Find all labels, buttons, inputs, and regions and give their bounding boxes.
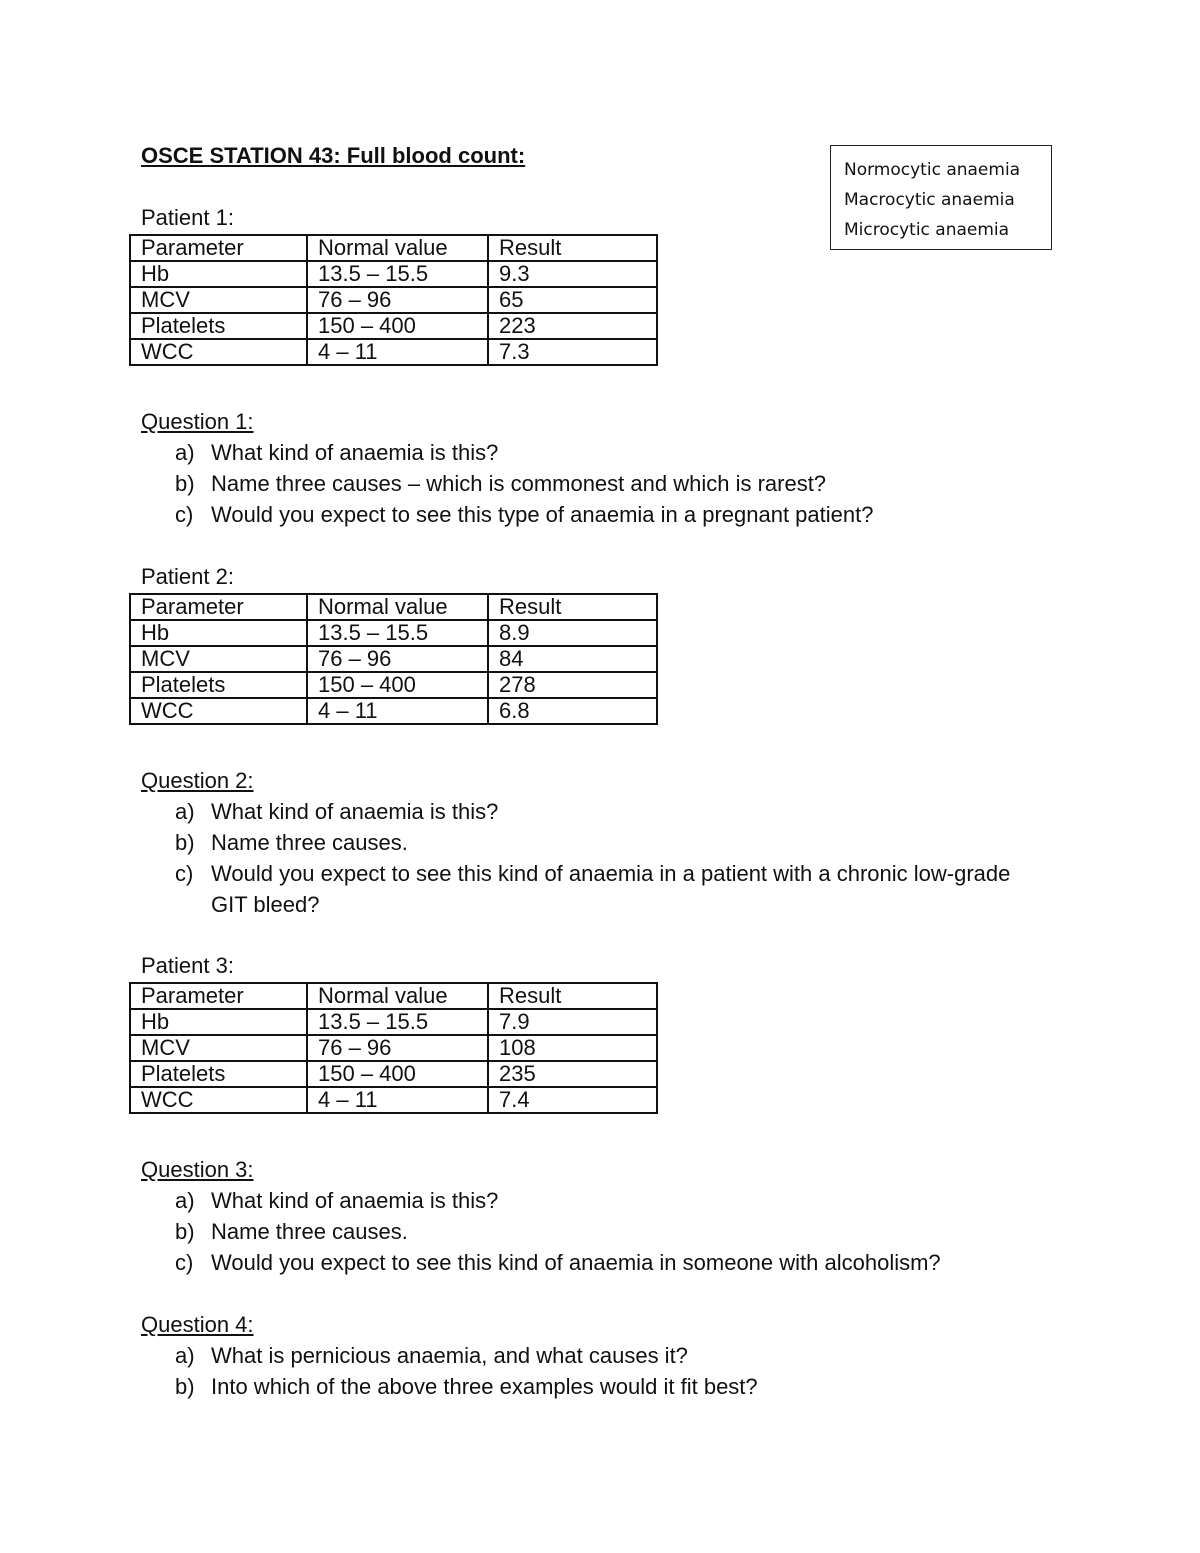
table-cell: Hb	[130, 620, 307, 646]
list-item	[175, 858, 1025, 920]
table-row	[130, 1035, 657, 1061]
item-text: What kind of anaemia is this?	[211, 440, 499, 465]
anaemia-types-box	[830, 145, 1052, 250]
item-text: Would you expect to see this kind of anaemia in someone with alcoholism?	[211, 1250, 941, 1275]
table-cell: 4 – 11	[307, 1087, 488, 1113]
item-marker: c)	[175, 861, 194, 886]
table-row	[130, 313, 657, 339]
table-cell: Hb	[130, 261, 307, 287]
table-cell: 13.5 – 15.5	[307, 1009, 488, 1035]
legend-item: Macrocytic anaemia	[844, 190, 1015, 210]
table-header-row	[130, 235, 657, 261]
table-cell: 150 – 400	[307, 672, 488, 698]
item-text: What is pernicious anaemia, and what causes it?	[211, 1343, 688, 1368]
table-cell: 7.3	[488, 339, 657, 365]
legend-item: Normocytic anaemia	[844, 160, 1021, 180]
table-cell: 7.9	[488, 1009, 657, 1035]
table-row	[130, 1087, 657, 1113]
table-cell: 13.5 – 15.5	[307, 620, 488, 646]
table-row	[130, 261, 657, 287]
list-item	[175, 1216, 1035, 1247]
table-cell: 9.3	[488, 261, 657, 287]
item-marker: b)	[175, 471, 195, 496]
patient-3-label: Patient 3:	[141, 953, 234, 978]
item-marker: b)	[175, 1219, 195, 1244]
table-cell: 223	[488, 313, 657, 339]
table-cell: MCV	[130, 287, 307, 313]
item-marker: a)	[175, 1188, 195, 1213]
page-title: OSCE STATION 43: Full blood count:	[141, 143, 526, 168]
table-cell: 8.9	[488, 620, 657, 646]
table-cell: 7.4	[488, 1087, 657, 1113]
header-cell: Normal value	[307, 235, 488, 261]
list-item	[175, 1247, 1035, 1278]
patient-1-table	[129, 234, 658, 366]
item-marker: b)	[175, 830, 195, 855]
item-text: What kind of anaemia is this?	[211, 799, 499, 824]
legend-item: Microcytic anaemia	[844, 220, 1010, 240]
table-header-row	[130, 594, 657, 620]
list-item	[175, 827, 1025, 858]
table-row	[130, 620, 657, 646]
table-cell: 6.8	[488, 698, 657, 724]
question-3-list	[175, 1185, 1035, 1278]
item-text: Into which of the above three examples would it fit best?	[211, 1374, 758, 1399]
table-cell: Platelets	[130, 672, 307, 698]
question-4-list	[175, 1340, 1035, 1402]
item-text: Would you expect to see this type of anaemia in a pregnant patient?	[211, 502, 874, 527]
list-item	[175, 1185, 1035, 1216]
table-row	[130, 287, 657, 313]
table-cell: Hb	[130, 1009, 307, 1035]
item-text: Would you expect to see this kind of anaemia in a patient with a chronic low-grade GIT bleed?	[211, 861, 1011, 917]
item-marker: a)	[175, 440, 195, 465]
header-cell: Normal value	[307, 983, 488, 1009]
table-cell: WCC	[130, 698, 307, 724]
table-row	[130, 698, 657, 724]
patient-3-table	[129, 982, 658, 1114]
patient-2-table	[129, 593, 658, 725]
item-text: What kind of anaemia is this?	[211, 1188, 499, 1213]
table-row	[130, 1061, 657, 1087]
table-cell: 108	[488, 1035, 657, 1061]
table-cell: 4 – 11	[307, 339, 488, 365]
patient-1-label: Patient 1:	[141, 205, 234, 230]
table-cell: 278	[488, 672, 657, 698]
item-marker: a)	[175, 799, 195, 824]
list-item	[175, 1340, 1035, 1371]
header-cell: Parameter	[130, 983, 307, 1009]
table-cell: 235	[488, 1061, 657, 1087]
item-marker: c)	[175, 1250, 194, 1275]
item-marker: b)	[175, 1374, 195, 1399]
header-cell: Parameter	[130, 235, 307, 261]
table-cell: MCV	[130, 1035, 307, 1061]
item-marker: a)	[175, 1343, 195, 1368]
table-cell: Platelets	[130, 1061, 307, 1087]
question-2-list	[175, 796, 1025, 920]
table-cell: 150 – 400	[307, 313, 488, 339]
list-item	[175, 499, 1035, 530]
table-cell: 76 – 96	[307, 1035, 488, 1061]
question-4-heading: Question 4:	[141, 1312, 254, 1337]
list-item	[175, 1371, 1035, 1402]
question-2-heading: Question 2:	[141, 768, 254, 793]
table-cell: 76 – 96	[307, 287, 488, 313]
table-cell: MCV	[130, 646, 307, 672]
table-cell: WCC	[130, 1087, 307, 1113]
question-3-heading: Question 3:	[141, 1157, 254, 1182]
question-1-list	[175, 437, 1035, 530]
item-marker: c)	[175, 502, 194, 527]
patient-2-label: Patient 2:	[141, 564, 234, 589]
table-cell: 76 – 96	[307, 646, 488, 672]
table-cell: WCC	[130, 339, 307, 365]
list-item	[175, 796, 1025, 827]
table-row	[130, 1009, 657, 1035]
list-item	[175, 437, 1035, 468]
table-cell: 4 – 11	[307, 698, 488, 724]
table-row	[130, 646, 657, 672]
header-cell: Parameter	[130, 594, 307, 620]
table-row	[130, 672, 657, 698]
item-text: Name three causes.	[211, 1219, 408, 1244]
table-cell: 84	[488, 646, 657, 672]
table-cell: 65	[488, 287, 657, 313]
table-header-row	[130, 983, 657, 1009]
table-cell: 13.5 – 15.5	[307, 261, 488, 287]
header-cell: Normal value	[307, 594, 488, 620]
list-item	[175, 468, 1035, 499]
item-text: Name three causes – which is commonest and which is rarest?	[211, 471, 827, 496]
item-text: Name three causes.	[211, 830, 408, 855]
question-1-heading: Question 1:	[141, 409, 254, 434]
header-cell: Result	[488, 983, 657, 1009]
table-cell: 150 – 400	[307, 1061, 488, 1087]
table-cell: Platelets	[130, 313, 307, 339]
table-row	[130, 339, 657, 365]
header-cell: Result	[488, 235, 657, 261]
header-cell: Result	[488, 594, 657, 620]
